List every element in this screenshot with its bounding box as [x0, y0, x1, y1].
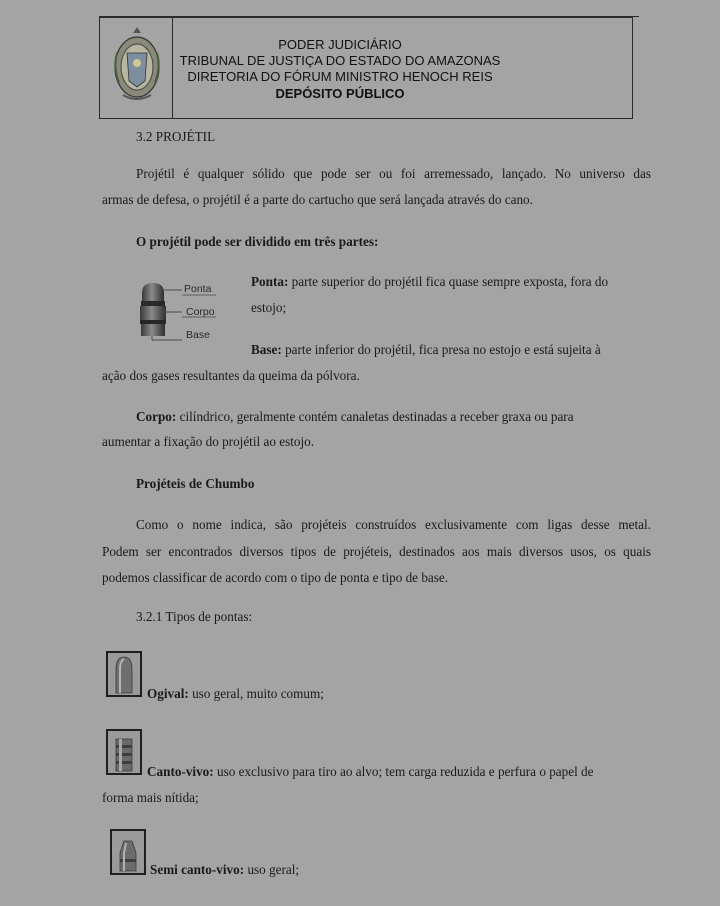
- ogival-bullet-image: [106, 651, 142, 697]
- canto-vivo-text: uso exclusivo para tiro ao alvo; tem carga reduzida e perfura o papel de: [213, 764, 594, 779]
- header-line-3: DIRETORIA DO FÓRUM MINISTRO HENOCH REIS: [187, 69, 493, 84]
- header-line-2: TRIBUNAL DE JUSTIÇA DO ESTADO DO AMAZONAS: [179, 53, 501, 68]
- section-heading: 3.2 PROJÉTIL: [136, 129, 216, 144]
- chumbo-line-2: Podem ser encontrados diversos tipos de projéteis, destinados aos mais diversos usos, os quais: [102, 544, 651, 559]
- tip-ogival: [147, 686, 324, 702]
- header-line-1: PODER JUDICIÁRIO: [278, 37, 402, 52]
- tips-subheading: 3.2.1 Tipos de pontas:: [136, 609, 253, 624]
- diagram-label-corpo: Corpo: [186, 306, 215, 318]
- intro-line-2: armas de defesa, o projétil é a parte do cartucho que será lançada através do cano.: [102, 192, 533, 207]
- ponta-term: Ponta:: [251, 274, 289, 289]
- projectile-body-shape: [140, 306, 166, 320]
- ponta-definition: [251, 274, 608, 290]
- base-text: parte inferior do projétil, fica presa no estojo e está sujeita à: [281, 342, 601, 357]
- canto-vivo-text-2: forma mais nítida;: [102, 790, 199, 805]
- chumbo-line-1: Como o nome indica, são projéteis construídos exclusivamente com ligas desse metal.: [136, 517, 651, 532]
- projectile-base-shape: [141, 324, 165, 336]
- ogival-bullet-icon: [108, 653, 140, 695]
- semi-canto-vivo-term: Semi canto-vivo:: [150, 862, 245, 877]
- corpo-term: Corpo:: [136, 409, 177, 424]
- chumbo-heading: Projéteis de Chumbo: [136, 476, 255, 491]
- intro-line-1: Projétil é qualquer sólido que pode ser ou foi arremessado, lançado. No universo das: [136, 166, 651, 181]
- base-definition: [251, 342, 601, 358]
- semi-canto-vivo-bullet-image: [110, 829, 146, 875]
- base-term: Base:: [251, 342, 282, 357]
- corpo-text: cilíndrico, geralmente contém canaletas destinadas a receber graxa ou para: [176, 409, 574, 424]
- diagram-label-ponta: Ponta: [184, 283, 212, 295]
- projectile-tip-shape: [142, 283, 164, 301]
- tip-semi-canto-vivo: [150, 862, 299, 878]
- ogival-term: Ogival:: [147, 686, 189, 701]
- projectile-diagram: [136, 279, 248, 347]
- canto-vivo-bullet-icon: [108, 731, 140, 773]
- tip-canto-vivo: [147, 764, 594, 780]
- canto-vivo-bullet-image: [106, 729, 142, 775]
- chumbo-line-3: podemos classificar de acordo com o tipo de ponta e tipo de base.: [102, 570, 449, 585]
- ogival-text: uso geral, muito comum;: [188, 686, 324, 701]
- corpo-text-2: aumentar a fixação do projétil ao estojo.: [102, 434, 315, 449]
- semi-canto-vivo-text: uso geral;: [244, 862, 300, 877]
- header-line-4: DEPÓSITO PÚBLICO: [275, 86, 405, 101]
- ponta-text: parte superior do projétil fica quase sempre exposta, fora do: [288, 274, 609, 289]
- corpo-definition: [136, 409, 574, 425]
- ponta-text-2: estojo;: [251, 300, 287, 315]
- canto-vivo-term: Canto-vivo:: [147, 764, 214, 779]
- parts-heading: O projétil pode ser dividido em três partes:: [136, 234, 379, 249]
- base-text-2: ação dos gases resultantes da queima da pólvora.: [102, 368, 360, 383]
- semi-canto-vivo-bullet-icon: [112, 831, 144, 873]
- diagram-label-base: Base: [186, 329, 210, 341]
